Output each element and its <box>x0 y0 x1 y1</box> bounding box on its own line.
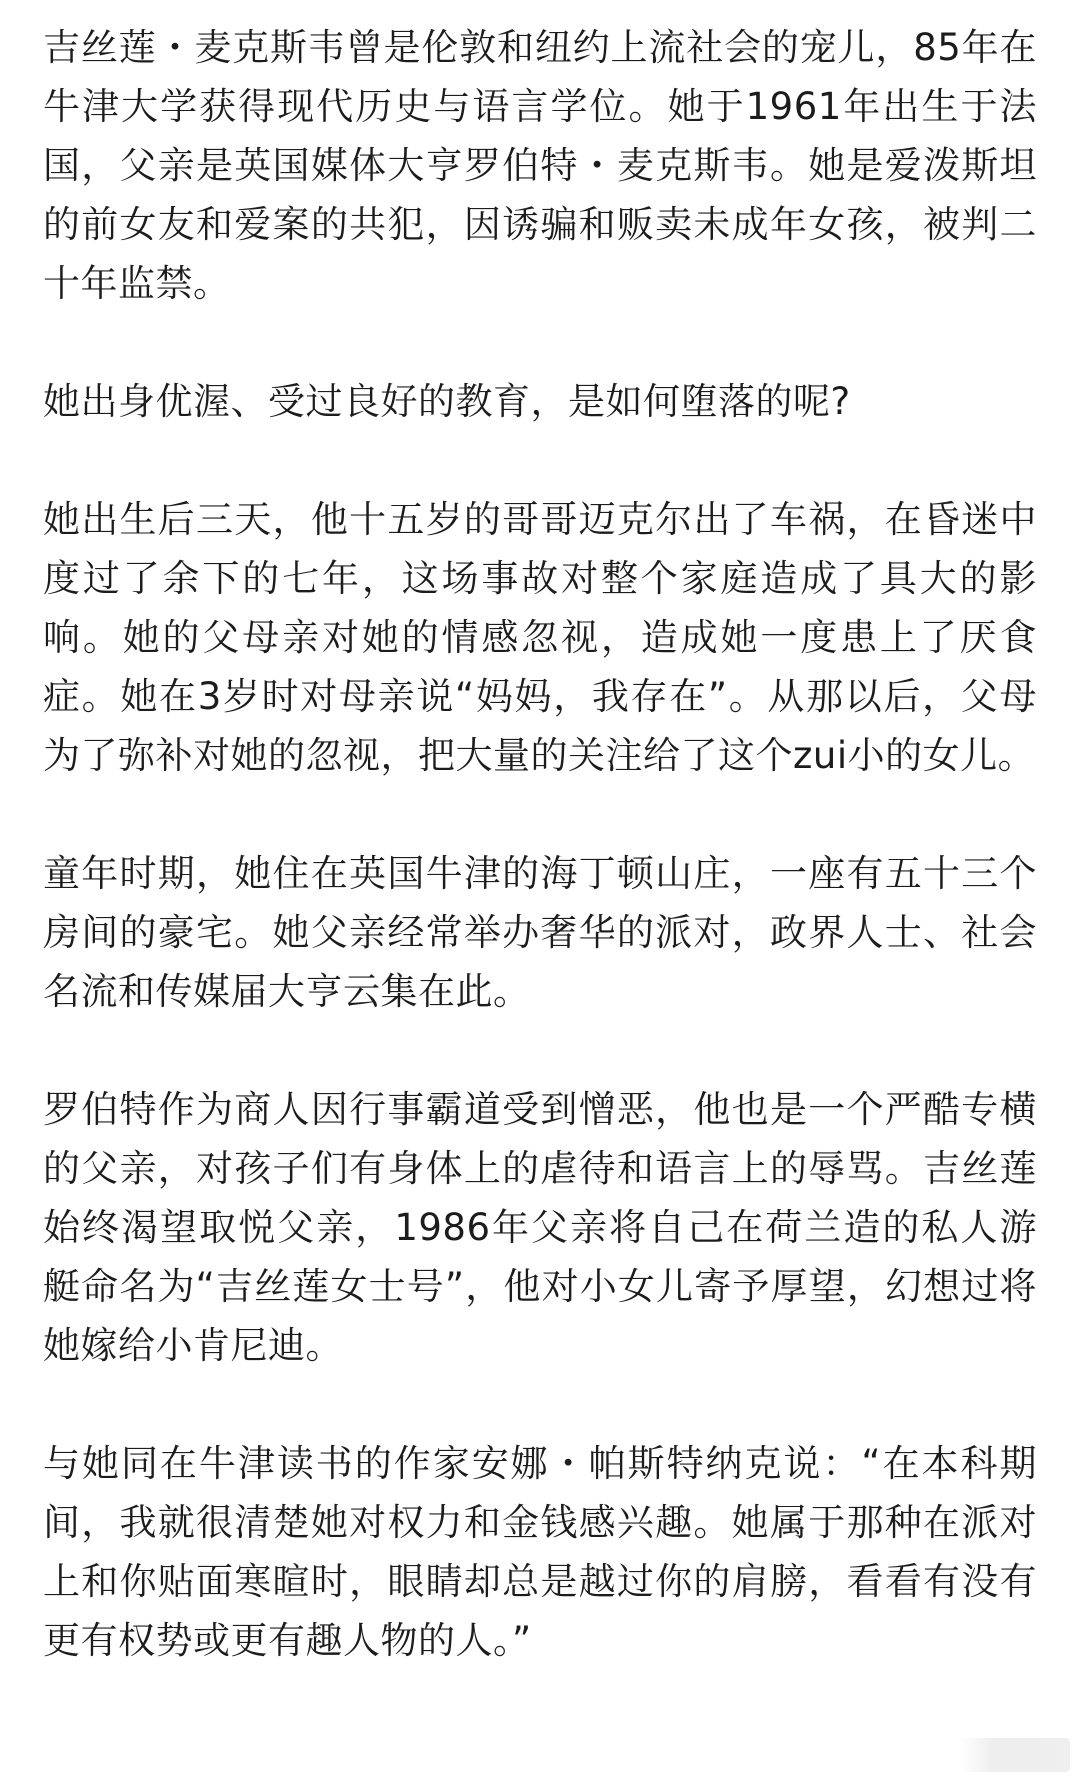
paragraph-1: 吉丝莲・麦克斯韦曾是伦敦和纽约上流社会的宠儿，85年在牛津大学获得现代历史与语言学位。她于1961年出生于法国，父亲是英国媒体大亨罗伯特・麦克斯韦。她是爱泼斯坦的前女友和爱案的共犯，因诱骗和贩卖未成年女孩，被判二十年监禁。 <box>43 26 1037 305</box>
paragraph-5: 罗伯特作为商人因行事霸道受到憎恶，他也是一个严酷专横的父亲，对孩子们有身体上的虐待和语言上的辱骂。吉丝莲始终渴望取悦父亲，1986年父亲将自己在荷兰造的私人游艇命名为“吉丝莲女士号”，他对小女儿寄予厚望，幻想过将她嫁给小肯尼迪。 <box>43 1088 1037 1367</box>
paragraph-4: 童年时期，她住在英国牛津的海丁顿山庄，一座有五十三个房间的豪宅。她父亲经常举办奢华的派对，政界人士、社会名流和传媒届大亨云集在此。 <box>43 852 1037 1013</box>
paragraph-3: 她出生后三天，他十五岁的哥哥迈克尔出了车祸，在昏迷中度过了余下的七年，这场事故对整个家庭造成了具大的影响。她的父母亲对她的情感忽视，造成她一度患上了厌食症。她在3岁时对母亲说“妈妈，我存在”。从那以后，父母为了弥补对她的忽视，把大量的关注给了这个zui小的女儿。 <box>43 498 1037 777</box>
paragraph-6: 与她同在牛津读书的作家安娜・帕斯特纳克说：“在本科期间，我就很清楚她对权力和金钱感兴趣。她属于那种在派对上和你贴面寒暄时，眼睛却总是越过你的肩膀，看看有没有更有权势或更有趣人物的人。” <box>43 1442 1037 1662</box>
article-body <box>43 18 1037 1729</box>
watermark <box>960 1738 1070 1772</box>
paragraph-2: 她出身优渥、受过良好的教育，是如何堕落的呢? <box>43 380 851 423</box>
